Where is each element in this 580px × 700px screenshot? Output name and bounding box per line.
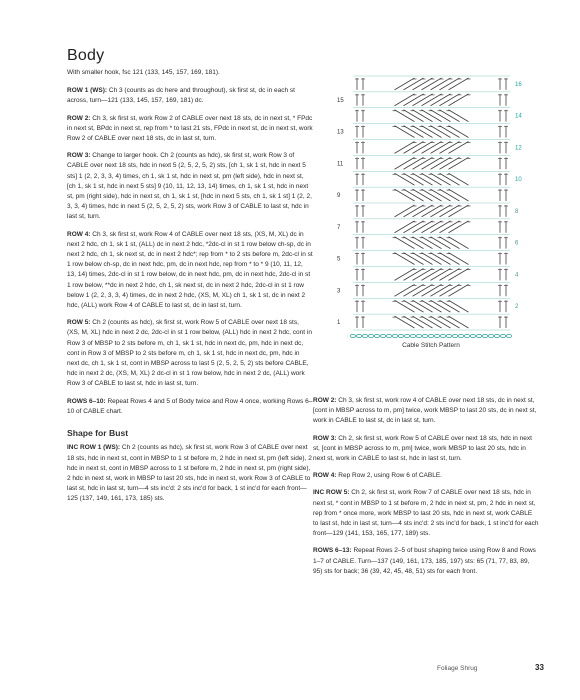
cable-stitch xyxy=(404,94,424,106)
cable-stitch xyxy=(440,142,460,154)
cable-stitch xyxy=(404,189,424,201)
cable-stitch xyxy=(440,110,460,122)
cable-stitch xyxy=(431,157,451,169)
cable-stitch xyxy=(449,157,469,169)
row-text: Ch 3, sk first st, work row 4 of CABLE over next 18 sts, dc in next st, [cont in MBSP across to m, pm] twice, work MBSP to last 20 sts, dc in next st, work in CABLE to last st, dc in last st, turn. xyxy=(313,397,537,425)
cable-stitch xyxy=(440,316,460,328)
row-number-right: 8 xyxy=(515,208,519,215)
cable-stitch xyxy=(422,142,442,154)
foundation-chain xyxy=(422,334,427,337)
cable-stitch xyxy=(449,253,469,265)
cable-stitch xyxy=(449,221,469,233)
foundation-chain xyxy=(410,334,415,337)
cable-stitch xyxy=(431,78,451,90)
cable-stitch xyxy=(404,173,424,185)
cable-stitch xyxy=(395,253,415,265)
cable-stitch xyxy=(422,253,442,265)
cable-stitch xyxy=(395,110,415,122)
row-number-left: 7 xyxy=(337,224,341,231)
cable-stitch xyxy=(431,173,451,185)
row-number-right: 12 xyxy=(515,145,522,152)
cable-stitch xyxy=(431,284,451,296)
cable-stitch xyxy=(449,300,469,312)
cable-stitch xyxy=(413,189,433,201)
cable-stitch xyxy=(440,78,460,90)
row-label: ROWS 6–10: xyxy=(67,397,106,405)
cable-stitch xyxy=(440,300,460,312)
foundation-chain xyxy=(470,334,475,337)
cable-stitch xyxy=(395,78,415,90)
row-number-right: 2 xyxy=(515,304,519,311)
cable-stitch xyxy=(449,316,469,328)
foundation-chain xyxy=(416,334,421,337)
row-label: INC ROW 1 (WS): xyxy=(67,444,121,452)
page-number: 33 xyxy=(535,663,544,672)
cable-stitch xyxy=(413,205,433,217)
row-label: ROWS 6–13: xyxy=(313,547,352,555)
cable-stitch xyxy=(422,189,442,201)
cable-stitch xyxy=(404,110,424,122)
cable-stitch xyxy=(440,157,460,169)
cable-stitch xyxy=(449,126,469,138)
cable-stitch xyxy=(395,221,415,233)
cable-stitch xyxy=(413,157,433,169)
cable-stitch xyxy=(413,173,433,185)
row-label: ROW 1 (WS): xyxy=(67,87,108,95)
cable-stitch xyxy=(431,269,451,281)
foundation-chain xyxy=(368,334,373,337)
body-rows xyxy=(67,86,313,417)
row-text: Ch 3, sk first st, work Row 4 of CABLE over next 18 sts, (XS, M, XL) dc in next 2 hdc, ch 1, sk 1 st, (ALL) dc in next 2 hdc, *2dc-cl in st 1 row below ch-sp, dc in next 2 hdc, ch 1, sk next st, dc in next 2 hdc*; rep from * to 2 sts before m, 2dc-cl in st 1 row below ch-sp, dc in next hdc, pm, dc in next hdc, rep from * to * 9 (10, 11, 12, 13, 14) times, 2dc-cl in st 1 row below, dc in next hdc, pm, dc in next hdc, 2dc-cl in st 1 row below, **dc in next 2 hdc, ch 1, sk next st, dc in next 2 hdc, 2dc-cl in st 1 row below 1 (2, 2, 3, 3, 4) times, dc in next 2 hdc, (XS, M, XL) ch 1, sk 1 st, dc in next 2 hdc, (ALL) work Row 4 of CABLE to last st, dc in last st, turn. xyxy=(67,230,313,310)
cable-stitch xyxy=(413,316,433,328)
cable-stitch xyxy=(413,253,433,265)
cable-stitch xyxy=(440,237,460,249)
row-text: Repeat Rows 2–5 of bust shaping twice using Row 8 and Rows 1–7 of CABLE. Turn—137 (149, 161, 173, 185, 197) sts: 65 (71, 77, 83, 89, 95) sts for back; 36 (39, 42, 45, 48, 51) sts for each front. xyxy=(313,547,536,575)
foundation-chain xyxy=(404,334,409,337)
row-text: Ch 2 (counts as hdc), sk first st, work Row 5 of CABLE over next 18 sts, (XS, M, XL) hdc in next 2 dc, 2dc-cl in st 1 row below, (ALL) hdc in next 2 hdc, cont in Row 3 of MBSP to 2 sts before m, ch 1, sk 1 st, hdc in next dc, pm, hdc in next dc, cont in Row 3 of MBSP to 2 sts before m, ch 1, sk 1 st, hdc in next dc, pm, hdc in next dc, ch 1, sk 1 st, cont in MBSP across to last 5 (2, 5, 2, 5, 2) sts before CABLE, hdc in next 2 dc, (XS, M, XL) 2 dc-cl in st 1 row below, hdc in next 2 dc, (ALL) work Row 3 of CABLE to last st, hdc in last st, turn. xyxy=(67,319,312,388)
cable-stitch xyxy=(440,253,460,265)
cable-stitch xyxy=(395,269,415,281)
row-number-right: 16 xyxy=(515,81,522,88)
cable-stitch xyxy=(431,300,451,312)
row-text: Ch 3 (counts as dc here and throughout), sk first st, dc in each st across, turn—121 (133, 145, 157, 169, 181) dc. xyxy=(67,87,295,105)
instruction-row xyxy=(67,151,313,222)
row-number-right: 4 xyxy=(515,272,519,279)
instruction-row xyxy=(67,114,313,145)
cable-stitch xyxy=(431,253,451,265)
cable-stitch xyxy=(431,316,451,328)
foundation-chain xyxy=(464,334,469,337)
cable-stitch xyxy=(422,205,442,217)
row-label: ROW 3: xyxy=(67,152,91,160)
cable-stitch xyxy=(413,126,433,138)
row-label: ROW 4: xyxy=(67,230,91,238)
row-number-right: 14 xyxy=(515,113,522,120)
instruction-row xyxy=(313,488,539,539)
cable-stitch xyxy=(395,237,415,249)
cable-stitch xyxy=(395,316,415,328)
cable-stitch xyxy=(404,269,424,281)
row-label: ROW 2: xyxy=(67,114,91,122)
row-label: ROW 5: xyxy=(67,319,91,327)
instruction-row xyxy=(67,397,313,417)
foundation-chain xyxy=(458,334,463,337)
cable-stitch xyxy=(431,94,451,106)
cable-stitch xyxy=(422,269,442,281)
cable-stitch xyxy=(431,110,451,122)
cable-stitch xyxy=(422,173,442,185)
cable-stitch xyxy=(440,189,460,201)
row-number-right: 10 xyxy=(515,177,522,184)
cable-stitch xyxy=(395,126,415,138)
row-label: ROW 4: xyxy=(313,472,337,480)
cable-stitch xyxy=(449,284,469,296)
cable-stitch xyxy=(449,78,469,90)
cable-stitch xyxy=(431,221,451,233)
cable-stitch xyxy=(440,126,460,138)
foundation-chain xyxy=(434,334,439,337)
cable-stitch xyxy=(404,78,424,90)
cable-stitch xyxy=(422,78,442,90)
cable-stitch xyxy=(449,269,469,281)
row-text: Change to larger hook. Ch 2 (counts as hdc), sk first st, work Row 3 of CABLE over next 18 sts, hdc in next 5 (2, 5, 2, 5, 2) sts, [ch 1, sk 1 st, hdc in next 5 sts] 1 (2, 2, 3, 3, 4) times, ch 1, sk 1 st, hdc in next st, pm (left side), hdc in next st, [ch 1, sk 1 st, hdc in next 5 sts] 9 (10, 11, 12, 13, 14) times, ch 1, sk 1 st, hdc in next st, pm (right side), hdc in next st, ch 1, sk 1 st, [hdc in next 5 sts, ch 1, sk 1 st] 1 (2, 2, 3, 3, 4) times, hdc in next 5 (2, 5, 2, 5, 2) sts, work Row 3 of CABLE to last st, hdc in last st, turn. xyxy=(67,152,312,221)
cable-stitch xyxy=(422,157,442,169)
row-label: INC ROW 5: xyxy=(313,489,350,497)
cable-stitch xyxy=(431,126,451,138)
cable-stitch xyxy=(440,284,460,296)
cable-stitch xyxy=(413,78,433,90)
chart-caption: Cable Stitch Pattern xyxy=(402,342,460,349)
cable-stitch xyxy=(404,300,424,312)
foundation-chain xyxy=(482,334,487,337)
cable-stitch xyxy=(404,316,424,328)
cable-stitch xyxy=(422,300,442,312)
row-text: Rep Row 2, using Row 6 of CABLE. xyxy=(336,472,442,480)
cable-stitch xyxy=(404,126,424,138)
cable-stitch xyxy=(431,142,451,154)
row-text: Ch 2, sk first st, work Row 5 of CABLE over next 18 sts, hdc in next st, [cont in MBSP across to m, pm] twice, work MBSP to last 20 sts, hdc in next st, work in CABLE to last st, hdc in last st, turn. xyxy=(313,434,532,463)
cable-stitch xyxy=(395,157,415,169)
cable-stitch xyxy=(449,189,469,201)
cable-stitch xyxy=(449,142,469,154)
row-text: Ch 2 (counts as hdc), sk first st, work Row 3 of CABLE over next 18 sts, hdc in next st, cont in MBSP to 1 st before m, 2 hdc in next st, pm (left side), 2 hdc in next st, cont in MBSP across to 1 st before m, 2 hdc in next st, pm (right side), 2 hdc in next st, work in MBSP to last 20 sts, hdc in next st, work Row 3 of CABLE to last st, hdc in last st, turn—4 sts inc'd: 2 sts inc'd for back, 1 st inc'd for each front—125 (137, 149, 161, 173, 185) sts. xyxy=(67,444,312,503)
instruction-row xyxy=(313,546,539,577)
cable-stitch xyxy=(422,237,442,249)
instruction-row xyxy=(67,230,313,312)
row-number-left: 15 xyxy=(337,97,344,104)
foundation-chain xyxy=(362,334,367,337)
row-number-left: 5 xyxy=(337,256,341,263)
cable-stitch xyxy=(404,237,424,249)
cable-stitch xyxy=(395,205,415,217)
foundation-chain xyxy=(386,334,391,337)
foundation-chain xyxy=(380,334,385,337)
cable-stitch xyxy=(413,142,433,154)
row-text: Ch 2, sk first st, work Row 7 of CABLE over next 18 sts, hdc in next st, * cont in MBSP to 1 st before m, 2 hdc in next st, pm, 2 hdc in next st, rep from * once more, work MBSP to last 20 sts, hdc in next st, work CABLE to last st, hdc in last st, turn—4 sts inc'd: 2 sts inc'd for back, 1 st inc'd for each front—129 (141, 153, 165, 177, 189) sts. xyxy=(313,489,539,538)
foundation-chain xyxy=(506,334,511,337)
cable-stitch xyxy=(422,110,442,122)
cable-stitch xyxy=(404,157,424,169)
cable-stitch xyxy=(431,237,451,249)
row-text: Repeat Rows 4 and 5 of Body twice and Row 4 once, working Rows 6–10 of CABLE chart. xyxy=(67,397,313,415)
row-label: ROW 2: xyxy=(313,397,337,404)
cable-stitch-chart xyxy=(335,68,540,356)
row-number-left: 13 xyxy=(337,129,344,136)
cable-stitch xyxy=(422,126,442,138)
cable-stitch xyxy=(395,94,415,106)
cable-stitch xyxy=(404,221,424,233)
inc-row-1 xyxy=(67,443,313,504)
footer-title: Foliage Shrug xyxy=(437,665,478,672)
foundation-chain xyxy=(356,334,361,337)
cable-stitch xyxy=(440,269,460,281)
row-text: Ch 3, sk first st, work Row 2 of CABLE over next 18 sts, dc in next st, * FPdc in next st, BPdc in next st, rep from * to last 21 sts, FPdc in next st, dc in next st, work Row 2 of CABLE over next 18 sts, dc in last st, turn. xyxy=(67,114,313,143)
instruction-row xyxy=(313,434,539,465)
cable-stitch xyxy=(440,205,460,217)
foundation-chain xyxy=(350,334,355,337)
cable-stitch xyxy=(404,253,424,265)
row-number-right: 6 xyxy=(515,240,519,247)
cable-stitch xyxy=(404,205,424,217)
cable-stitch xyxy=(395,284,415,296)
instruction-row xyxy=(313,396,539,427)
cable-stitch xyxy=(449,237,469,249)
intro-text: With smaller hook, fsc 121 (133, 145, 157, 169, 181). xyxy=(67,69,220,76)
cable-stitch xyxy=(431,205,451,217)
foundation-chain xyxy=(428,334,433,337)
row-number-left: 9 xyxy=(337,193,341,200)
left-column xyxy=(67,68,313,512)
cable-chart-svg xyxy=(335,68,540,356)
cable-stitch xyxy=(449,173,469,185)
cable-stitch xyxy=(440,221,460,233)
cable-stitch xyxy=(395,142,415,154)
cable-stitch xyxy=(395,173,415,185)
cable-stitch xyxy=(422,284,442,296)
foundation-chain xyxy=(494,334,499,337)
cable-stitch xyxy=(413,221,433,233)
cable-stitch xyxy=(404,284,424,296)
cable-stitch xyxy=(413,284,433,296)
cable-stitch xyxy=(413,269,433,281)
row-number-left: 1 xyxy=(337,320,341,327)
cable-stitch xyxy=(413,237,433,249)
cable-stitch xyxy=(449,110,469,122)
cable-stitch xyxy=(422,221,442,233)
subheading-shape-for-bust: Shape for Bust xyxy=(67,428,129,439)
foundation-chain xyxy=(488,334,493,337)
instruction-row xyxy=(313,471,539,481)
cable-stitch xyxy=(422,94,442,106)
cable-stitch xyxy=(404,142,424,154)
cable-stitch xyxy=(413,300,433,312)
row-number-left: 3 xyxy=(337,288,341,295)
foundation-chain xyxy=(452,334,457,337)
cable-stitch xyxy=(395,300,415,312)
cable-stitch xyxy=(413,94,433,106)
row-label: ROW 3: xyxy=(313,434,337,442)
cable-stitch xyxy=(440,173,460,185)
foundation-chain xyxy=(500,334,505,337)
foundation-chain xyxy=(476,334,481,337)
cable-stitch xyxy=(449,205,469,217)
cable-stitch xyxy=(440,94,460,106)
instruction-row xyxy=(67,318,313,389)
cable-stitch xyxy=(431,189,451,201)
section-title: Body xyxy=(67,47,105,64)
cable-stitch xyxy=(449,94,469,106)
instruction-row xyxy=(67,86,313,106)
cable-stitch xyxy=(422,316,442,328)
cable-stitch xyxy=(413,110,433,122)
foundation-chain xyxy=(398,334,403,337)
foundation-chain xyxy=(440,334,445,337)
foundation-chain xyxy=(446,334,451,337)
foundation-chain xyxy=(374,334,379,337)
cable-stitch xyxy=(395,189,415,201)
right-column xyxy=(313,396,539,584)
row-number-left: 11 xyxy=(337,161,344,168)
foundation-chain xyxy=(392,334,397,337)
